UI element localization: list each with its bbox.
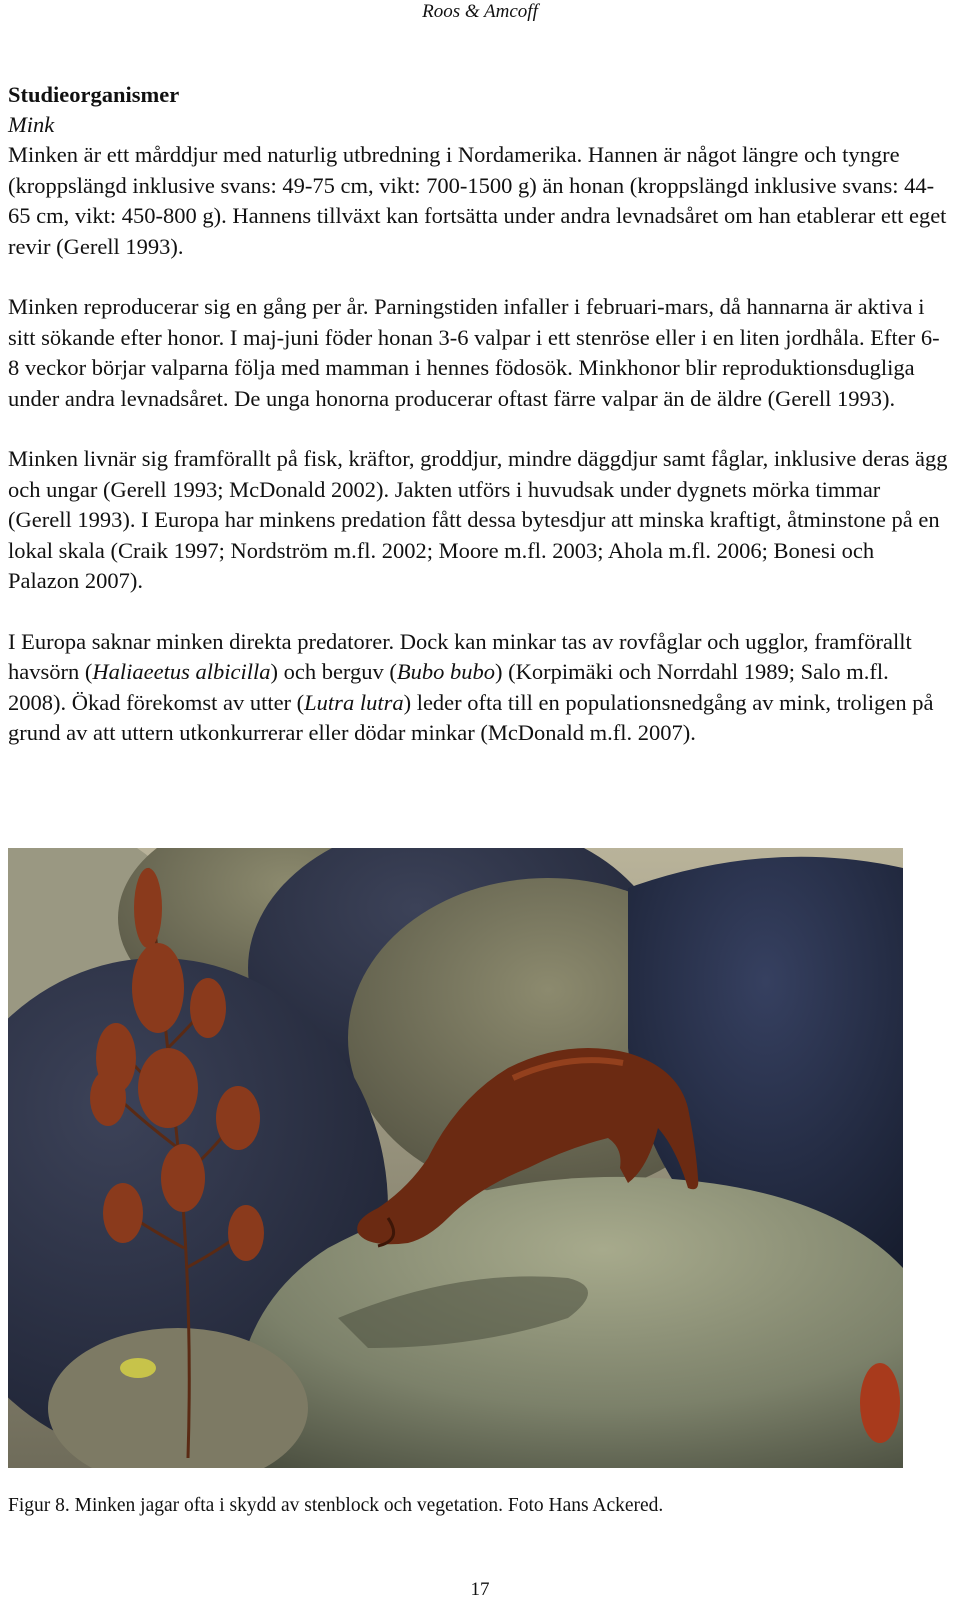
species-name-otter: Lutra lutra [304,689,404,715]
paragraph-4-text-g: ) leder ofta till en populationsnedgång av mink, troligen på grund av att uttern utkonkurrerar eller dödar minkar (McDonald m.fl. 2007). [8,689,934,745]
running-header: Roos & Amcoff [422,1,538,22]
mink-photo-illustration [8,848,903,1468]
page-number: 17 [470,1579,490,1600]
species-name-eagle-owl: Bubo bubo [396,659,496,684]
species-name-sea-eagle: Haliaeetus albicilla [92,659,271,684]
paragraph-4-text-e: ) (Korpimäki och Norrdahl 1989; Salo m.fl. 2008). Ökad förekomst av utter ( [8,659,889,715]
section-subheading: Mink [8,112,55,137]
paragraph-4-text-c: ) och berguv ( [270,659,397,684]
paragraph-4 [8,627,948,749]
yellow-plant [120,1358,156,1378]
figure-caption: Figur 8. Minken jagar ofta i skydd av stenblock och vegetation. Foto Hans Ackered. [8,1495,664,1516]
paragraph-3: Minken livnär sig framförallt på fisk, kräftor, groddjur, mindre däggdjur samt fåglar, inklusive deras ägg och ungar (Gerell 1993; McDonald 2002). Jakten utförs i huvudsak under dygnets mörka timmar (Gerell 1993). I Europa har minkens predation fått dessa bytesdjur att minska kraftigt, åtminstone på en lokal skala (Craik 1997; Nordström m.fl. 2002; Moore m.fl. 2003; Ahola m.fl. 2006; Bonesi och Palazon 2007). [8,446,948,593]
paragraph-1: Minken är ett mårddjur med naturlig utbredning i Nordamerika. Hannen är något längre och tyngre (kroppslängd inklusive svans: 49-75 cm, vikt: 700-1500 g) än honan (kroppslängd inklusive svans: 44-65 cm, vikt: 450-800 g). Hannens tillväxt kan fortsätta under andra levnadsåret om han etablerar ett eget revir (Gerell 1993). [8,142,947,259]
mink-photo [8,848,903,1468]
paragraph-4-text-a: I Europa saknar minken direkta predatorer. Dock kan minkar tas av rovfåglar och ugglor, framförallt havsörn ( [8,628,912,684]
section-heading: Studieorganismer [8,82,180,107]
red-leaf [860,1363,900,1443]
paragraph-2: Minken reproducerar sig en gång per år. Parningstiden infaller i februari-mars, då hannarna är aktiva i sitt sökande efter honor. I maj-juni föder honan 3-6 valpar i ett stenröse eller i en liten jordhåla. Efter 6-8 veckor börjar valparna följa med mamman i hennes födosök. Minkhonor blir reproduktionsdugliga under andra levnadsåret. De unga honorna producerar oftast färre valpar än de äldre (Gerell 1993). [8,294,940,411]
body-text [8,80,948,749]
